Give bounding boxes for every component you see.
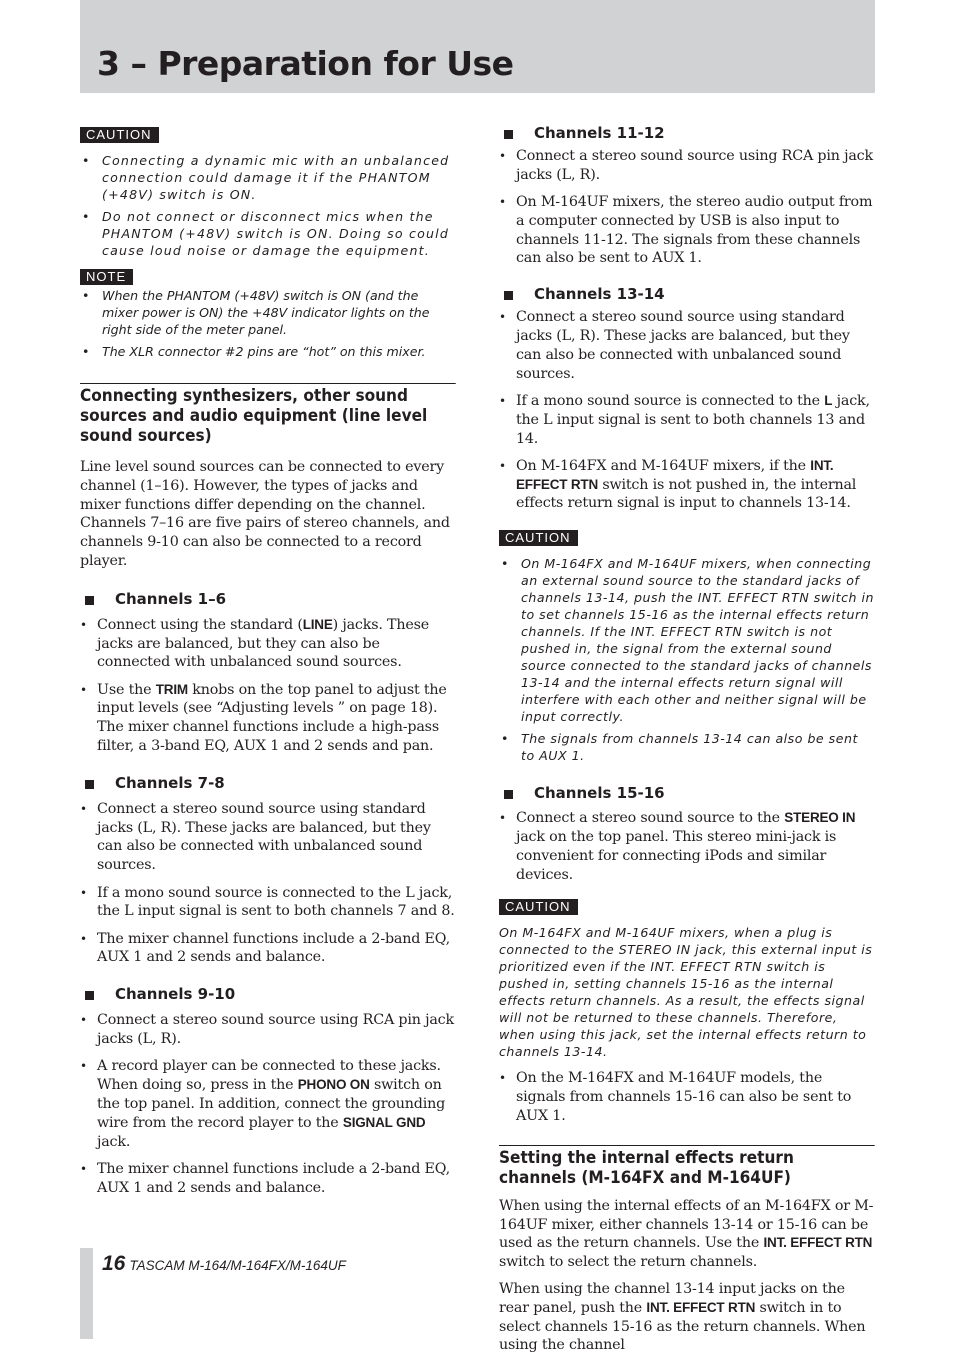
note-label: NOTE xyxy=(80,269,133,285)
list-item: • Connect a stereo sound source using RCA pin jack jacks (L, R). xyxy=(80,1011,455,1049)
section-heading: Setting the internal effects return channels (M-164FX and M-164UF) xyxy=(499,1145,875,1188)
list-item: • On the M-164FX and M-164UF models, the signals from channels 15-16 can also be sent to AUX 1. xyxy=(499,1069,875,1125)
caution-label: CAUTION xyxy=(80,127,159,143)
section-intro: Line level sound sources can be connected to every channel (1–16). However, the types of jacks and mixer functions differ depending on the channel. Channels 7–16 are five pairs of stereo channels, and channels 9-10 can also be connected to a record player. xyxy=(80,459,450,569)
caution-item: • The signals from channels 13-14 can also be sent to AUX 1. xyxy=(499,730,875,764)
list-item: • A record player can be connected to these jacks. When doing so, press in the PHONO ON switch on the top panel. In addition, connect the grounding wire from the record player to the SIGNAL GND jack. xyxy=(80,1057,455,1151)
subheading-channels-15-16: Channels 15-16 xyxy=(499,784,875,802)
list-item: • The mixer channel functions include a 2-band EQ, AUX 1 and 2 sends and balance. xyxy=(80,930,455,968)
list-item: • On M-164UF mixers, the stereo audio output from a computer connected by USB is also input to channels 11-12. The signals from these channels can also be sent to AUX 1. xyxy=(499,193,875,268)
caution-item: • On M-164FX and M-164UF mixers, when connecting an external sound source to the standard jacks of channels 13-14, push the INT. EFFECT RTN switch in to set channels 15-16 as the internal effects return channels. If the INT. EFFECT RTN switch is not pushed in, the signal from the external sound source connected to the standard jacks of channels 13-14 and the internal effects return signal will interfere with each other and neither signal will be input correctly. xyxy=(499,555,875,725)
section-heading: Connecting synthesizers, other sound sources and audio equipment (line level sound sources) xyxy=(80,383,456,446)
paragraph: When using the internal effects of an M-164FX or M-164UF mixer, either channels 13-14 or 15-16 can be used as the return channels. Use the INT. EFFECT RTN switch to select the return channels. xyxy=(499,1197,874,1271)
subheading-channels-11-12: Channels 11-12 xyxy=(499,124,875,142)
caution-item: • Connecting a dynamic mic with an unbalanced connection could damage it if the PHANTOM (+48V) switch is ON. xyxy=(80,152,455,203)
list-item: • Connect a stereo sound source using standard jacks (L, R). These jacks are balanced, but they can also be connected with unbalanced sound sources. xyxy=(80,800,455,875)
left-column xyxy=(80,124,455,1206)
list-item: • The mixer channel functions include a 2-band EQ, AUX 1 and 2 sends and balance. xyxy=(80,1160,455,1198)
footer-band xyxy=(80,1248,93,1339)
channels-11-12-list xyxy=(499,147,875,268)
list-item: • Connect a stereo sound source using RCA pin jack jacks (L, R). xyxy=(499,147,875,185)
page-title: 3 – Preparation for Use xyxy=(97,44,514,83)
caution-item: • Do not connect or disconnect mics when the PHANTOM (+48V) switch is ON. Doing so could cause loud noise or damage the equipment. xyxy=(80,208,455,259)
list-item: • Use the TRIM knobs on the top panel to adjust the input levels (see “Adjusting levels ” on page 18). The mixer channel functions include a high-pass filter, a 3-band EQ, AUX 1 and 2 sends and pan. xyxy=(80,681,455,756)
list-item: • Connect a stereo sound source to the STEREO IN jack on the top panel. This stereo mini-jack is convenient for connecting iPods and similar devices. xyxy=(499,809,875,884)
page-footer xyxy=(102,1252,346,1276)
list-item: • If a mono sound source is connected to the L jack, the L input signal is sent to both channels 7 and 8. xyxy=(80,884,455,922)
channels-7-8-list xyxy=(80,800,455,967)
channels-13-14-list xyxy=(499,308,875,513)
subheading-channels-9-10: Channels 9-10 xyxy=(80,985,455,1003)
page-number: 16 xyxy=(102,1252,126,1275)
list-item: • Connect using the standard (LINE) jacks. These jacks are balanced, but they can also be connected with unbalanced sound sources. xyxy=(80,616,455,672)
subheading-channels-7-8: Channels 7-8 xyxy=(80,774,455,792)
caution-paragraph: On M-164FX and M-164UF mixers, when a plug is connected to the STEREO IN jack, this external input is prioritized even if the INT. EFFECT RTN switch is pushed in, setting channels 15-16 as the internal effects return channels. As a result, the effects signal will not be returned to these channels. Therefore, when using this jack, set the internal effects return to channels 13-14. xyxy=(499,925,873,1060)
channels-15-16-list xyxy=(499,809,875,884)
caution-label: CAUTION xyxy=(499,899,578,915)
note-item: • The XLR connector #2 pins are “hot” on this mixer. xyxy=(80,343,455,360)
list-item: • Connect a stereo sound source using standard jacks (L, R). These jacks are balanced, but they can also be connected with unbalanced sound sources. xyxy=(499,308,875,383)
right-column xyxy=(499,124,875,1355)
subheading-channels-13-14: Channels 13-14 xyxy=(499,285,875,303)
footer-model-text: TASCAM M-164/M-164FX/M-164UF xyxy=(129,1258,346,1273)
note-list xyxy=(80,287,455,360)
channels-9-10-list xyxy=(80,1011,455,1197)
channels-1-6-list xyxy=(80,616,455,756)
paragraph: When using the channel 13-14 input jacks on the rear panel, push the INT. EFFECT RTN switch in to select channels 15-16 as the return channels. When using the channel xyxy=(499,1281,866,1354)
caution-bullet-list xyxy=(499,1069,875,1125)
list-item: • On M-164FX and M-164UF mixers, if the INT. EFFECT RTN switch is not pushed in, the internal effects return signal is input to channels 13-14. xyxy=(499,457,875,513)
subheading-channels-1-6: Channels 1–6 xyxy=(80,590,455,608)
caution-list xyxy=(80,152,455,259)
note-item: • When the PHANTOM (+48V) switch is ON (and the mixer power is ON) the +48V indicator lights on the right side of the meter panel. xyxy=(80,287,455,338)
caution-list xyxy=(499,555,875,764)
caution-label: CAUTION xyxy=(499,530,578,546)
list-item: • If a mono sound source is connected to the L jack, the L input signal is sent to both channels 13 and 14. xyxy=(499,392,875,448)
